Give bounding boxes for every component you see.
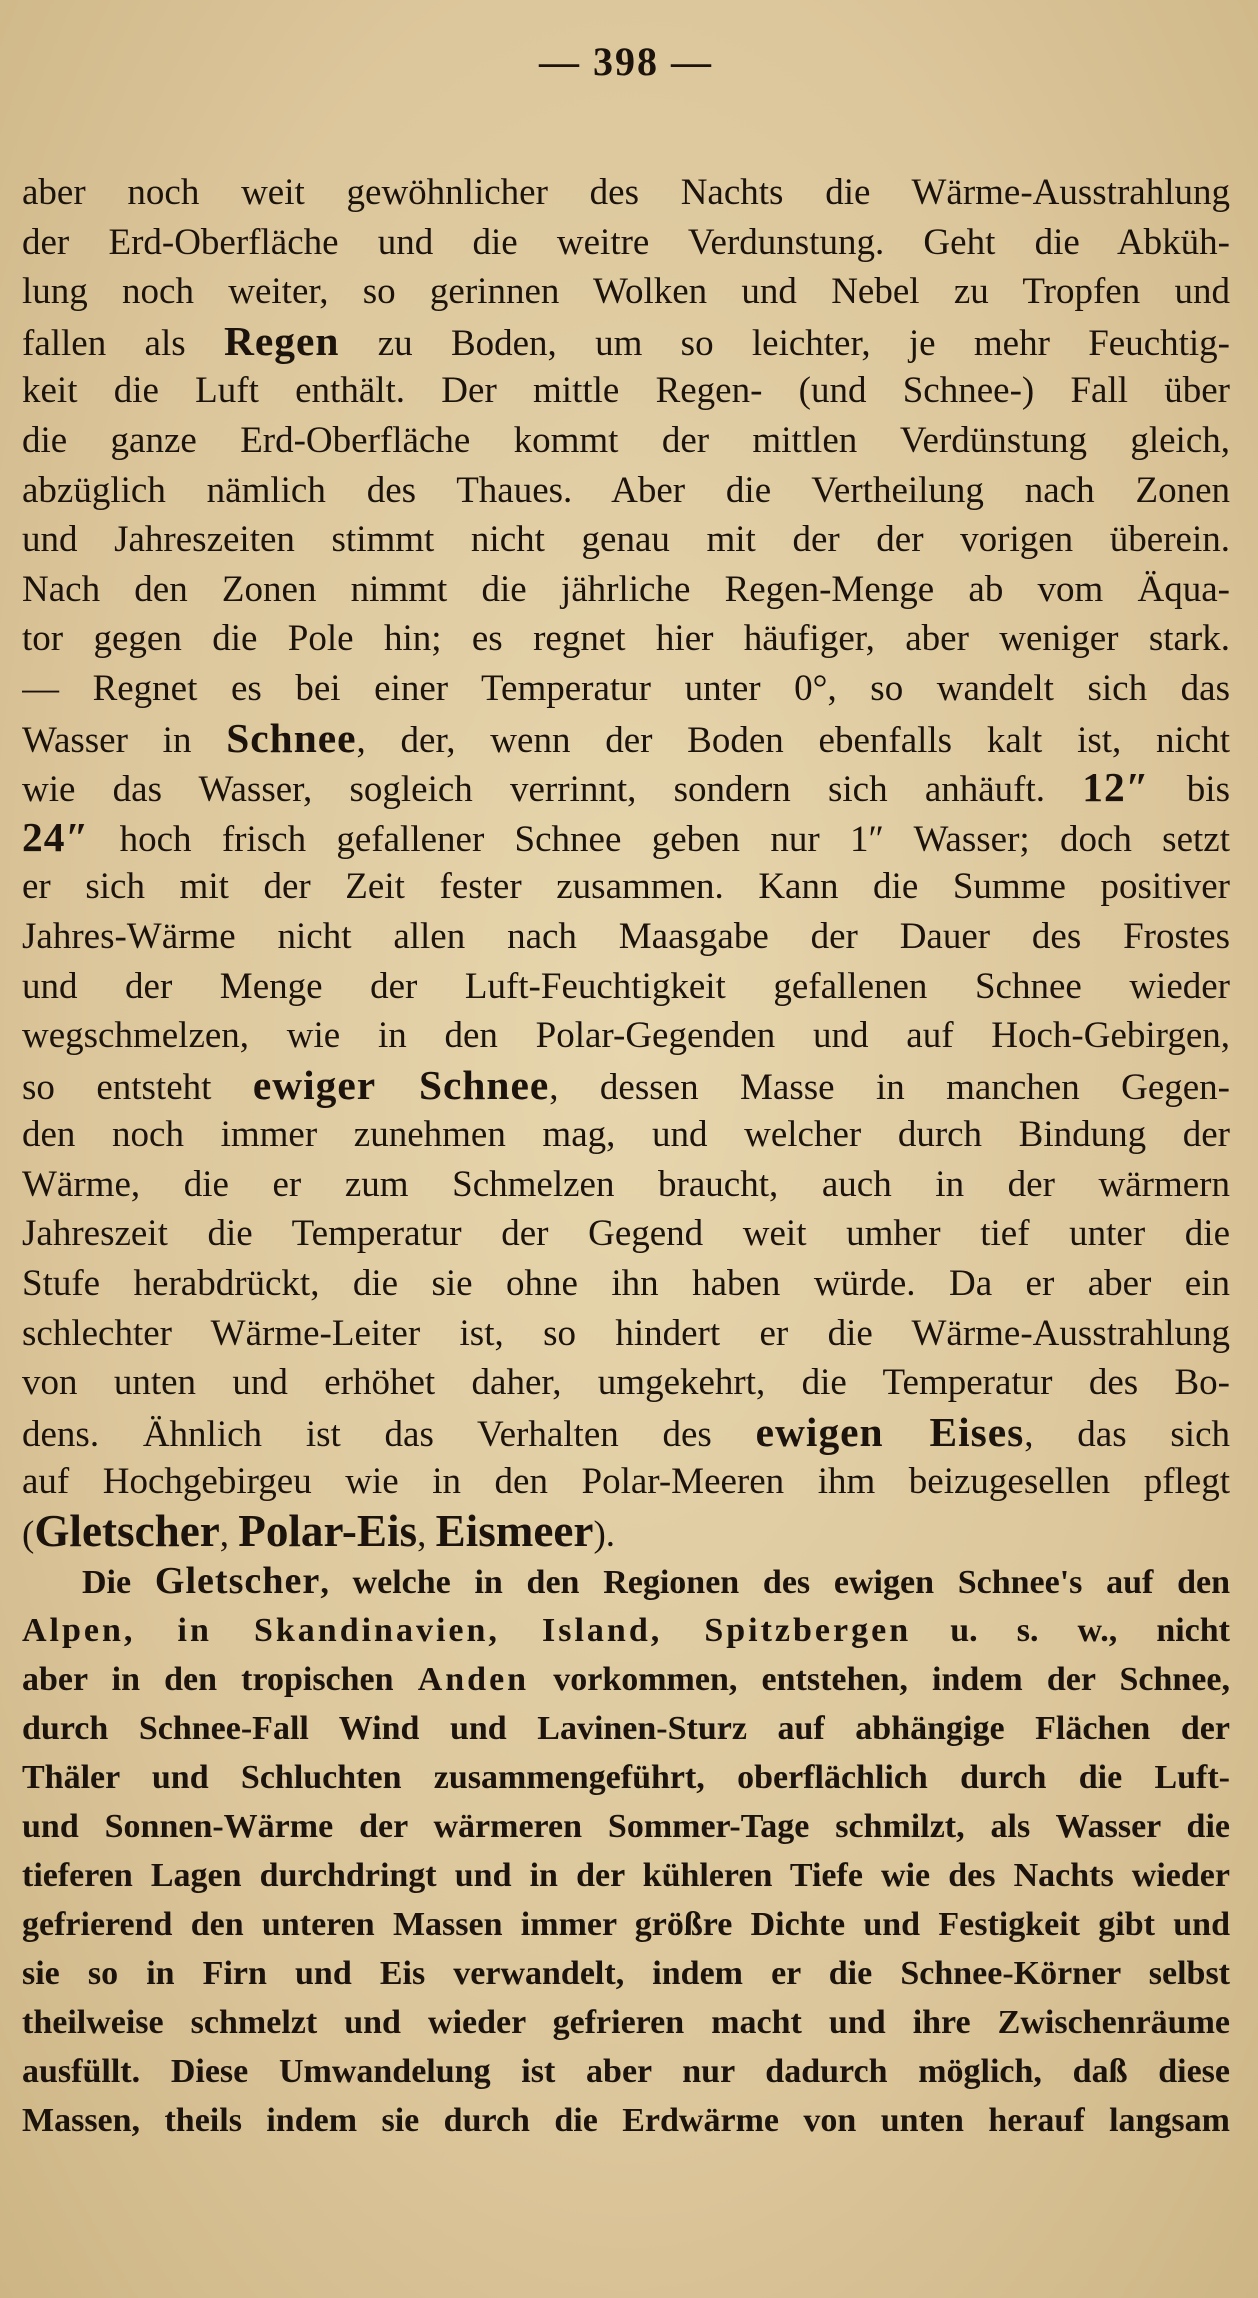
text-line [22,1160,1230,1210]
text-run: die ganze Erd-Oberfläche kommt der mittlen Verdünstung gleich, [22,419,1230,461]
text-line [22,1011,1230,1061]
text-run: abzüglich nämlich des Thaues. Aber die Vertheilung nach Zonen [22,469,1230,511]
text-line [22,416,1230,466]
text-run: , der, wenn der Boden ebenfalls kalt ist, nicht [356,719,1230,761]
text-run: Jahres-Wärme nicht allen nach Maasgabe der Dauer des Frostes [22,915,1230,957]
text-run: schlechter Wärme-Leiter ist, so hindert er die Wärme-Ausstrahlung [22,1312,1230,1354]
text-line [22,763,1230,813]
text-line [22,267,1230,317]
text-line [22,862,1230,912]
text-line [22,1753,1230,1802]
text-line [22,1507,1230,1557]
text-line [22,1110,1230,1160]
paragraph-gletscher [22,1557,1230,2145]
text-run: hoch frisch gefallener Schnee geben nur 1″ Wasser; doch setzt [89,818,1230,860]
paragraph-main [22,168,1230,1557]
text-line [22,912,1230,962]
text-line [22,1949,1230,1998]
text-run: Nach den Zonen nimmt die jährliche Regen-Menge ab vom Äqua- [22,568,1230,610]
text-run: bis [1149,769,1230,811]
text-run: tor gegen die Pole hin; es regnet hier häufiger, aber weniger stark. [22,618,1230,660]
text-run: er sich mit der Zeit fester zusammen. Kann die Summe positiver [22,866,1230,908]
text-line [22,1851,1230,1900]
text-run: aber in den tropischen [22,1660,418,1698]
text-line [22,168,1230,218]
emphasized-term: Gletscher [154,1559,321,1602]
text-run: Thäler und Schluchten zusammengeführt, oberflächlich durch die Luft- [22,1758,1230,1796]
text-line [22,1259,1230,1309]
text-line [22,466,1230,516]
text-run: u. s. w., nicht [911,1611,1230,1649]
text-run: , welche in den Regionen des ewigen Schnee's auf den [320,1563,1230,1601]
text-run: dens. Ähnlich ist das Verhalten des [22,1413,756,1455]
emphasized-term: Polar-Eis [238,1507,418,1557]
text-run: , [417,1514,436,1556]
text-run: wegschmelzen, wie in den Polar-Gegenden und auf Hoch-Gebirgen, [22,1015,1230,1057]
text-line [22,1900,1230,1949]
text-line [22,1457,1230,1507]
text-line [22,515,1230,565]
text-line [22,2096,1230,2145]
text-run: keit die Luft enthält. Der mittle Regen- (und Schnee-) Fall über [22,370,1230,412]
text-run: von unten und erhöhet daher, umgekehrt, die Temperatur des Bo- [22,1362,1230,1404]
text-run: Die [82,1563,155,1601]
emphasized-term: Alpen, in Skandinavien, Island, Spitzbergen [22,1611,912,1649]
text-run: vorkommen, entstehen, indem der Schnee, [529,1660,1230,1698]
text-run: fallen als [22,322,224,364]
text-line [22,565,1230,615]
text-line [22,366,1230,416]
text-line [22,218,1230,268]
text-line [22,1802,1230,1851]
emphasized-term: Anden [417,1660,530,1698]
text-run: theilweise schmelzt und wieder gefrieren macht und ihre Zwischenräume [22,2003,1230,2041]
text-line [22,1408,1230,1458]
text-run: und Sonnen-Wärme der wärmeren Sommer-Tage schmilzt, als Wasser die [22,1807,1230,1845]
text-run: ( [22,1514,35,1556]
text-run: Wasser in [22,719,227,761]
text-line [22,1606,1230,1655]
text-run: — Regnet es bei einer Temperatur unter 0°, so wandelt sich das [22,667,1230,709]
text-run: sie so in Firn und Eis verwandelt, indem er die Schnee-Körner selbst [22,1954,1230,1992]
emphasized-term: Schnee [226,714,357,761]
text-line [22,614,1230,664]
text-run: tieferen Lagen durchdringt und in der kühleren Tiefe wie des Nachts wieder [22,1856,1230,1894]
text-run: , dessen Masse in manchen Gegen- [549,1066,1230,1108]
text-run: der Erd-Oberfläche und die weitre Verdunstung. Geht die Abküh- [22,221,1230,263]
text-line [22,317,1230,367]
text-run: Jahreszeit die Temperatur der Gegend weit umher tief unter die [22,1213,1230,1255]
text-run: lung noch weiter, so gerinnen Wolken und Nebel zu Tropfen und [22,271,1230,313]
emphasized-term: ewiger Schnee [252,1061,550,1108]
page-number: — 398 — [539,39,713,84]
text-run: auf Hochgebirgeu wie in den Polar-Meeren ihm beizugesellen pflegt [22,1461,1230,1503]
text-run: , [219,1514,239,1556]
text-run: aber noch weit gewöhnlicher des Nachts die Wärme-Ausstrahlung [22,172,1230,213]
text-line [22,1061,1230,1111]
text-run: so entsteht [22,1066,253,1108]
text-line [22,1704,1230,1753]
emphasized-term: Regen [223,317,340,364]
text-run: ausfüllt. Diese Umwandelung ist aber nur dadurch möglich, daß diese [22,2052,1230,2090]
text-line [22,664,1230,714]
text-line [22,813,1230,863]
text-run: und Jahreszeiten stimmt nicht genau mit der der vorigen überein. [22,519,1230,561]
emphasized-term: Gletscher [34,1507,220,1557]
text-line [22,1998,1230,2047]
text-run: Stufe herabdrückt, die sie ohne ihn haben würde. Da er aber ein [22,1263,1230,1305]
text-line [22,1358,1230,1408]
text-line [22,1557,1230,1606]
text-run: Massen, theils indem sie durch die Erdwärme von unten herauf langsam [22,2101,1230,2139]
text-run: , das sich [1024,1413,1230,1455]
text-line [22,714,1230,764]
text-line [22,1309,1230,1359]
emphasized-term: ewigen Eises [755,1408,1025,1455]
text-line [22,1655,1230,1704]
emphasized-term: Eismeer [435,1507,594,1557]
text-run: wie das Wasser, sogleich verrinnt, sondern sich anhäuft. [22,769,1083,811]
text-line [22,962,1230,1012]
text-run: und der Menge der Luft-Feuchtigkeit gefallenen Schnee wieder [22,965,1230,1007]
text-run: durch Schnee-Fall Wind und Lavinen-Sturz auf abhängige Flächen der [22,1709,1230,1747]
text-run: gefrierend den unteren Massen immer größre Dichte und Festigkeit gibt und [22,1905,1230,1943]
emphasized-term: 12″ [1082,764,1150,811]
text-line [22,2047,1230,2096]
text-line [22,1209,1230,1259]
text-run: ). [593,1514,616,1556]
text-run: den noch immer zunehmen mag, und welcher durch Bindung der [22,1114,1230,1156]
emphasized-term: 24″ [22,813,90,860]
text-run: Wärme, die er zum Schmelzen braucht, auch in der wärmern [22,1163,1230,1205]
text-run: zu Boden, um so leichter, je mehr Feuchtig- [339,322,1230,364]
